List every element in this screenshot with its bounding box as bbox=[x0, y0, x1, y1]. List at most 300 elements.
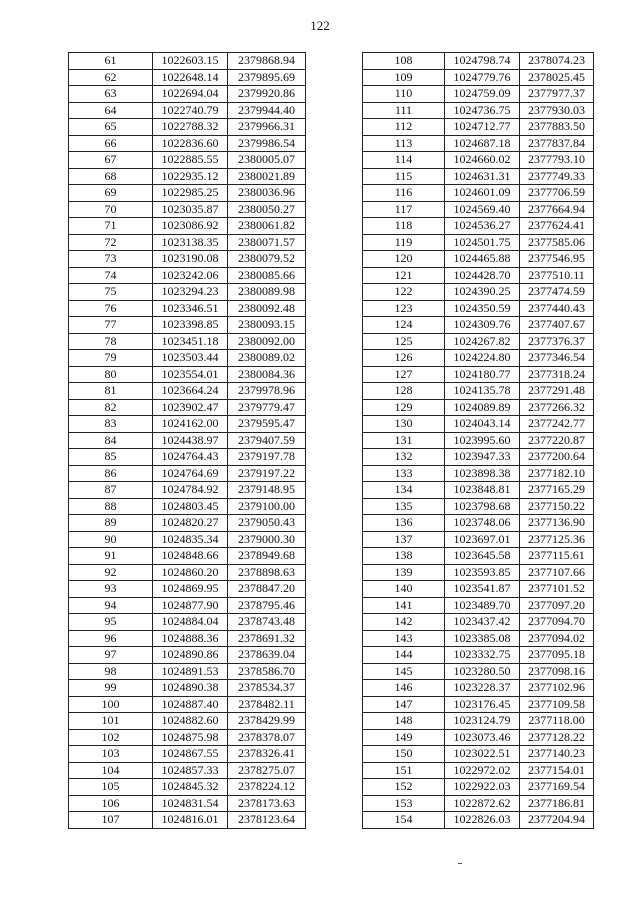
y-coordinate-cell: 2377793.10 bbox=[520, 152, 594, 169]
point-number-cell: 65 bbox=[69, 119, 153, 136]
point-number-cell: 135 bbox=[363, 498, 445, 515]
point-number-cell: 64 bbox=[69, 102, 153, 119]
y-coordinate-cell: 2379986.54 bbox=[228, 135, 306, 152]
y-coordinate-cell: 2377095.18 bbox=[520, 647, 594, 664]
point-number-cell: 134 bbox=[363, 482, 445, 499]
x-coordinate-cell: 1022694.04 bbox=[153, 86, 228, 103]
point-number-cell: 154 bbox=[363, 812, 445, 829]
table-row bbox=[69, 762, 306, 779]
point-number-cell: 62 bbox=[69, 69, 153, 86]
point-number-cell: 128 bbox=[363, 383, 445, 400]
y-coordinate-cell: 2379978.96 bbox=[228, 383, 306, 400]
point-number-cell: 118 bbox=[363, 218, 445, 235]
table-row bbox=[69, 135, 306, 152]
point-number-cell: 148 bbox=[363, 713, 445, 730]
table-row bbox=[69, 234, 306, 251]
y-coordinate-cell: 2377186.81 bbox=[520, 795, 594, 812]
table-row bbox=[69, 779, 306, 796]
y-coordinate-cell: 2379148.95 bbox=[228, 482, 306, 499]
y-coordinate-cell: 2377376.37 bbox=[520, 333, 594, 350]
y-coordinate-cell: 2378482.11 bbox=[228, 696, 306, 713]
point-number-cell: 124 bbox=[363, 317, 445, 334]
table-row bbox=[363, 465, 594, 482]
x-coordinate-cell: 1022872.62 bbox=[445, 795, 520, 812]
x-coordinate-cell: 1024465.88 bbox=[445, 251, 520, 268]
table-row bbox=[363, 185, 594, 202]
y-coordinate-cell: 2378429.99 bbox=[228, 713, 306, 730]
y-coordinate-cell: 2379100.00 bbox=[228, 498, 306, 515]
x-coordinate-cell: 1022740.79 bbox=[153, 102, 228, 119]
point-number-cell: 92 bbox=[69, 564, 153, 581]
x-coordinate-cell: 1023489.70 bbox=[445, 597, 520, 614]
x-coordinate-cell: 1022972.02 bbox=[445, 762, 520, 779]
table-row bbox=[363, 300, 594, 317]
x-coordinate-cell: 1024867.55 bbox=[153, 746, 228, 763]
table-row bbox=[363, 680, 594, 697]
x-coordinate-cell: 1022922.03 bbox=[445, 779, 520, 796]
point-number-cell: 72 bbox=[69, 234, 153, 251]
table-row bbox=[363, 564, 594, 581]
x-coordinate-cell: 1023848.81 bbox=[445, 482, 520, 499]
table-row bbox=[69, 498, 306, 515]
x-coordinate-cell: 1024848.66 bbox=[153, 548, 228, 565]
x-coordinate-cell: 1023398.85 bbox=[153, 317, 228, 334]
point-number-cell: 127 bbox=[363, 366, 445, 383]
y-coordinate-cell: 2377407.67 bbox=[520, 317, 594, 334]
table-row bbox=[69, 548, 306, 565]
x-coordinate-cell: 1024887.40 bbox=[153, 696, 228, 713]
point-number-cell: 129 bbox=[363, 399, 445, 416]
table-row bbox=[69, 53, 306, 70]
point-number-cell: 81 bbox=[69, 383, 153, 400]
table-row bbox=[363, 515, 594, 532]
table-row bbox=[69, 564, 306, 581]
table-row bbox=[69, 630, 306, 647]
x-coordinate-cell: 1024089.89 bbox=[445, 399, 520, 416]
point-number-cell: 140 bbox=[363, 581, 445, 598]
x-coordinate-cell: 1024438.97 bbox=[153, 432, 228, 449]
point-number-cell: 75 bbox=[69, 284, 153, 301]
x-coordinate-cell: 1024869.95 bbox=[153, 581, 228, 598]
point-number-cell: 85 bbox=[69, 449, 153, 466]
point-number-cell: 142 bbox=[363, 614, 445, 631]
point-number-cell: 146 bbox=[363, 680, 445, 697]
point-number-cell: 63 bbox=[69, 86, 153, 103]
point-number-cell: 101 bbox=[69, 713, 153, 730]
table-row bbox=[69, 366, 306, 383]
x-coordinate-cell: 1024820.27 bbox=[153, 515, 228, 532]
x-coordinate-cell: 1024759.09 bbox=[445, 86, 520, 103]
y-coordinate-cell: 2380071.57 bbox=[228, 234, 306, 251]
table-row bbox=[363, 614, 594, 631]
page-number: 122 bbox=[310, 18, 330, 33]
point-number-cell: 150 bbox=[363, 746, 445, 763]
point-number-cell: 67 bbox=[69, 152, 153, 169]
table-row bbox=[363, 102, 594, 119]
table-row bbox=[363, 647, 594, 664]
table-row bbox=[363, 69, 594, 86]
table-row bbox=[69, 350, 306, 367]
point-number-cell: 152 bbox=[363, 779, 445, 796]
x-coordinate-cell: 1023138.35 bbox=[153, 234, 228, 251]
table-row bbox=[69, 102, 306, 119]
table-row bbox=[363, 317, 594, 334]
x-coordinate-cell: 1022885.55 bbox=[153, 152, 228, 169]
table-row bbox=[69, 515, 306, 532]
y-coordinate-cell: 2379197.22 bbox=[228, 465, 306, 482]
point-number-cell: 139 bbox=[363, 564, 445, 581]
table-row bbox=[69, 465, 306, 482]
point-number-cell: 117 bbox=[363, 201, 445, 218]
x-coordinate-cell: 1022826.03 bbox=[445, 812, 520, 829]
point-number-cell: 78 bbox=[69, 333, 153, 350]
y-coordinate-cell: 2378378.07 bbox=[228, 729, 306, 746]
y-coordinate-cell: 2377107.66 bbox=[520, 564, 594, 581]
y-coordinate-cell: 2377140.23 bbox=[520, 746, 594, 763]
y-coordinate-cell: 2378534.37 bbox=[228, 680, 306, 697]
y-coordinate-cell: 2377291.48 bbox=[520, 383, 594, 400]
table-row bbox=[69, 416, 306, 433]
table-row bbox=[69, 729, 306, 746]
x-coordinate-cell: 1023947.33 bbox=[445, 449, 520, 466]
y-coordinate-cell: 2377706.59 bbox=[520, 185, 594, 202]
point-number-cell: 121 bbox=[363, 267, 445, 284]
x-coordinate-cell: 1024798.74 bbox=[445, 53, 520, 70]
point-number-cell: 93 bbox=[69, 581, 153, 598]
y-coordinate-cell: 2378639.04 bbox=[228, 647, 306, 664]
point-number-cell: 114 bbox=[363, 152, 445, 169]
x-coordinate-cell: 1023541.87 bbox=[445, 581, 520, 598]
table-row bbox=[69, 119, 306, 136]
y-coordinate-cell: 2377318.24 bbox=[520, 366, 594, 383]
x-coordinate-cell: 1024601.09 bbox=[445, 185, 520, 202]
y-coordinate-cell: 2377118.00 bbox=[520, 713, 594, 730]
point-number-cell: 143 bbox=[363, 630, 445, 647]
point-number-cell: 100 bbox=[69, 696, 153, 713]
x-coordinate-cell: 1024043.14 bbox=[445, 416, 520, 433]
table-row bbox=[363, 531, 594, 548]
point-number-cell: 91 bbox=[69, 548, 153, 565]
table-row bbox=[363, 449, 594, 466]
y-coordinate-cell: 2377094.02 bbox=[520, 630, 594, 647]
y-coordinate-cell: 2377664.94 bbox=[520, 201, 594, 218]
point-number-cell: 106 bbox=[69, 795, 153, 812]
table-row bbox=[69, 399, 306, 416]
point-number-cell: 123 bbox=[363, 300, 445, 317]
x-coordinate-cell: 1024180.77 bbox=[445, 366, 520, 383]
table-row bbox=[69, 597, 306, 614]
y-coordinate-cell: 2380093.15 bbox=[228, 317, 306, 334]
table-row bbox=[69, 713, 306, 730]
y-coordinate-cell: 2377242.77 bbox=[520, 416, 594, 433]
y-coordinate-cell: 2380092.48 bbox=[228, 300, 306, 317]
x-coordinate-cell: 1022836.60 bbox=[153, 135, 228, 152]
point-number-cell: 68 bbox=[69, 168, 153, 185]
point-number-cell: 70 bbox=[69, 201, 153, 218]
y-coordinate-cell: 2377930.03 bbox=[520, 102, 594, 119]
table-row bbox=[69, 86, 306, 103]
table-row bbox=[69, 663, 306, 680]
y-coordinate-cell: 2377200.64 bbox=[520, 449, 594, 466]
y-coordinate-cell: 2377169.54 bbox=[520, 779, 594, 796]
coordinates-table-right bbox=[362, 52, 594, 829]
y-coordinate-cell: 2380061.82 bbox=[228, 218, 306, 235]
y-coordinate-cell: 2377150.22 bbox=[520, 498, 594, 515]
y-coordinate-cell: 2378847.20 bbox=[228, 581, 306, 598]
table-row bbox=[363, 218, 594, 235]
y-coordinate-cell: 2380036.96 bbox=[228, 185, 306, 202]
y-coordinate-cell: 2380089.98 bbox=[228, 284, 306, 301]
table-row bbox=[69, 168, 306, 185]
y-coordinate-cell: 2378743.48 bbox=[228, 614, 306, 631]
y-coordinate-cell: 2377749.33 bbox=[520, 168, 594, 185]
y-coordinate-cell: 2379779.47 bbox=[228, 399, 306, 416]
point-number-cell: 110 bbox=[363, 86, 445, 103]
table-row bbox=[363, 581, 594, 598]
y-coordinate-cell: 2378025.45 bbox=[520, 69, 594, 86]
x-coordinate-cell: 1023748.06 bbox=[445, 515, 520, 532]
y-coordinate-cell: 2379050.43 bbox=[228, 515, 306, 532]
x-coordinate-cell: 1024857.33 bbox=[153, 762, 228, 779]
point-number-cell: 115 bbox=[363, 168, 445, 185]
y-coordinate-cell: 2377883.50 bbox=[520, 119, 594, 136]
table-row bbox=[363, 746, 594, 763]
table-row bbox=[69, 531, 306, 548]
table-row bbox=[69, 218, 306, 235]
y-coordinate-cell: 2377101.52 bbox=[520, 581, 594, 598]
point-number-cell: 120 bbox=[363, 251, 445, 268]
x-coordinate-cell: 1024135.78 bbox=[445, 383, 520, 400]
table-row bbox=[69, 251, 306, 268]
table-row bbox=[69, 383, 306, 400]
y-coordinate-cell: 2379197.78 bbox=[228, 449, 306, 466]
point-number-cell: 89 bbox=[69, 515, 153, 532]
point-number-cell: 147 bbox=[363, 696, 445, 713]
y-coordinate-cell: 2380005.07 bbox=[228, 152, 306, 169]
point-number-cell: 86 bbox=[69, 465, 153, 482]
point-number-cell: 98 bbox=[69, 663, 153, 680]
point-number-cell: 126 bbox=[363, 350, 445, 367]
table-row bbox=[69, 267, 306, 284]
x-coordinate-cell: 1024309.76 bbox=[445, 317, 520, 334]
point-number-cell: 131 bbox=[363, 432, 445, 449]
point-number-cell: 69 bbox=[69, 185, 153, 202]
x-coordinate-cell: 1024882.60 bbox=[153, 713, 228, 730]
table-row bbox=[363, 630, 594, 647]
table-row bbox=[363, 333, 594, 350]
y-coordinate-cell: 2377624.41 bbox=[520, 218, 594, 235]
point-number-cell: 74 bbox=[69, 267, 153, 284]
point-number-cell: 108 bbox=[363, 53, 445, 70]
table-row bbox=[363, 201, 594, 218]
table-row bbox=[69, 432, 306, 449]
y-coordinate-cell: 2377182.10 bbox=[520, 465, 594, 482]
y-coordinate-cell: 2379868.94 bbox=[228, 53, 306, 70]
y-coordinate-cell: 2377510.11 bbox=[520, 267, 594, 284]
y-coordinate-cell: 2380084.36 bbox=[228, 366, 306, 383]
x-coordinate-cell: 1023124.79 bbox=[445, 713, 520, 730]
table-row bbox=[363, 53, 594, 70]
point-number-cell: 112 bbox=[363, 119, 445, 136]
x-coordinate-cell: 1023022.51 bbox=[445, 746, 520, 763]
y-coordinate-cell: 2377474.59 bbox=[520, 284, 594, 301]
x-coordinate-cell: 1023503.44 bbox=[153, 350, 228, 367]
x-coordinate-cell: 1023664.24 bbox=[153, 383, 228, 400]
x-coordinate-cell: 1024884.04 bbox=[153, 614, 228, 631]
x-coordinate-cell: 1024831.54 bbox=[153, 795, 228, 812]
y-coordinate-cell: 2377837.84 bbox=[520, 135, 594, 152]
y-coordinate-cell: 2379000.30 bbox=[228, 531, 306, 548]
y-coordinate-cell: 2377097.20 bbox=[520, 597, 594, 614]
x-coordinate-cell: 1023902.47 bbox=[153, 399, 228, 416]
table-row bbox=[69, 300, 306, 317]
y-coordinate-cell: 2377977.37 bbox=[520, 86, 594, 103]
y-coordinate-cell: 2377346.54 bbox=[520, 350, 594, 367]
point-number-cell: 99 bbox=[69, 680, 153, 697]
table-row bbox=[363, 482, 594, 499]
x-coordinate-cell: 1024888.36 bbox=[153, 630, 228, 647]
x-coordinate-cell: 1024631.31 bbox=[445, 168, 520, 185]
table-row bbox=[69, 812, 306, 829]
table-row bbox=[69, 284, 306, 301]
y-coordinate-cell: 2377102.96 bbox=[520, 680, 594, 697]
x-coordinate-cell: 1024877.90 bbox=[153, 597, 228, 614]
y-coordinate-cell: 2377136.90 bbox=[520, 515, 594, 532]
y-coordinate-cell: 2380089.02 bbox=[228, 350, 306, 367]
x-coordinate-cell: 1023190.08 bbox=[153, 251, 228, 268]
x-coordinate-cell: 1024428.70 bbox=[445, 267, 520, 284]
y-coordinate-cell: 2379895.69 bbox=[228, 69, 306, 86]
table-row bbox=[69, 581, 306, 598]
table-row bbox=[69, 696, 306, 713]
y-coordinate-cell: 2377440.43 bbox=[520, 300, 594, 317]
point-number-cell: 122 bbox=[363, 284, 445, 301]
table-row bbox=[363, 383, 594, 400]
y-coordinate-cell: 2377165.29 bbox=[520, 482, 594, 499]
point-number-cell: 83 bbox=[69, 416, 153, 433]
y-coordinate-cell: 2380050.27 bbox=[228, 201, 306, 218]
y-coordinate-cell: 2380079.52 bbox=[228, 251, 306, 268]
x-coordinate-cell: 1023645.58 bbox=[445, 548, 520, 565]
point-number-cell: 105 bbox=[69, 779, 153, 796]
point-number-cell: 104 bbox=[69, 762, 153, 779]
table-row bbox=[363, 366, 594, 383]
table-row bbox=[69, 201, 306, 218]
coordinates-table-left bbox=[68, 52, 306, 829]
point-number-cell: 151 bbox=[363, 762, 445, 779]
y-coordinate-cell: 2378949.68 bbox=[228, 548, 306, 565]
table-row bbox=[363, 399, 594, 416]
point-number-cell: 88 bbox=[69, 498, 153, 515]
x-coordinate-cell: 1022788.32 bbox=[153, 119, 228, 136]
table-row bbox=[363, 119, 594, 136]
table-row bbox=[363, 663, 594, 680]
point-number-cell: 149 bbox=[363, 729, 445, 746]
y-coordinate-cell: 2377094.70 bbox=[520, 614, 594, 631]
table-row bbox=[69, 69, 306, 86]
point-number-cell: 116 bbox=[363, 185, 445, 202]
table-row bbox=[363, 86, 594, 103]
y-coordinate-cell: 2379595.47 bbox=[228, 416, 306, 433]
table-row bbox=[69, 333, 306, 350]
x-coordinate-cell: 1023086.92 bbox=[153, 218, 228, 235]
x-coordinate-cell: 1023332.75 bbox=[445, 647, 520, 664]
point-number-cell: 125 bbox=[363, 333, 445, 350]
table-row bbox=[363, 779, 594, 796]
x-coordinate-cell: 1023898.38 bbox=[445, 465, 520, 482]
y-coordinate-cell: 2377128.22 bbox=[520, 729, 594, 746]
y-coordinate-cell: 2378123.64 bbox=[228, 812, 306, 829]
x-coordinate-cell: 1023294.23 bbox=[153, 284, 228, 301]
x-coordinate-cell: 1023697.01 bbox=[445, 531, 520, 548]
table-row bbox=[69, 482, 306, 499]
y-coordinate-cell: 2379407.59 bbox=[228, 432, 306, 449]
x-coordinate-cell: 1022603.15 bbox=[153, 53, 228, 70]
table-row bbox=[363, 284, 594, 301]
point-number-cell: 153 bbox=[363, 795, 445, 812]
x-coordinate-cell: 1024803.45 bbox=[153, 498, 228, 515]
table-row bbox=[363, 251, 594, 268]
point-number-cell: 80 bbox=[69, 366, 153, 383]
point-number-cell: 141 bbox=[363, 597, 445, 614]
x-coordinate-cell: 1024764.43 bbox=[153, 449, 228, 466]
point-number-cell: 95 bbox=[69, 614, 153, 631]
x-coordinate-cell: 1024736.75 bbox=[445, 102, 520, 119]
point-number-cell: 79 bbox=[69, 350, 153, 367]
y-coordinate-cell: 2378898.63 bbox=[228, 564, 306, 581]
x-coordinate-cell: 1023346.51 bbox=[153, 300, 228, 317]
y-coordinate-cell: 2380021.89 bbox=[228, 168, 306, 185]
point-number-cell: 107 bbox=[69, 812, 153, 829]
table-row bbox=[363, 350, 594, 367]
x-coordinate-cell: 1022648.14 bbox=[153, 69, 228, 86]
x-coordinate-cell: 1022985.25 bbox=[153, 185, 228, 202]
point-number-cell: 96 bbox=[69, 630, 153, 647]
y-coordinate-cell: 2378224.12 bbox=[228, 779, 306, 796]
x-coordinate-cell: 1024267.82 bbox=[445, 333, 520, 350]
x-coordinate-cell: 1024835.34 bbox=[153, 531, 228, 548]
x-coordinate-cell: 1023035.87 bbox=[153, 201, 228, 218]
y-coordinate-cell: 2377154.01 bbox=[520, 762, 594, 779]
y-coordinate-cell: 2377125.36 bbox=[520, 531, 594, 548]
point-number-cell: 87 bbox=[69, 482, 153, 499]
table-row bbox=[69, 647, 306, 664]
x-coordinate-cell: 1024162.00 bbox=[153, 416, 228, 433]
y-coordinate-cell: 2377585.06 bbox=[520, 234, 594, 251]
x-coordinate-cell: 1023073.46 bbox=[445, 729, 520, 746]
point-number-cell: 97 bbox=[69, 647, 153, 664]
x-coordinate-cell: 1024224.80 bbox=[445, 350, 520, 367]
y-coordinate-cell: 2377109.58 bbox=[520, 696, 594, 713]
point-number-cell: 109 bbox=[363, 69, 445, 86]
point-number-cell: 77 bbox=[69, 317, 153, 334]
table-row bbox=[363, 432, 594, 449]
point-number-cell: 119 bbox=[363, 234, 445, 251]
x-coordinate-cell: 1024536.27 bbox=[445, 218, 520, 235]
point-number-cell: 138 bbox=[363, 548, 445, 565]
point-number-cell: 103 bbox=[69, 746, 153, 763]
point-number-cell: 132 bbox=[363, 449, 445, 466]
table-row bbox=[363, 234, 594, 251]
y-coordinate-cell: 2377204.94 bbox=[520, 812, 594, 829]
y-coordinate-cell: 2379920.86 bbox=[228, 86, 306, 103]
y-coordinate-cell: 2380085.66 bbox=[228, 267, 306, 284]
point-number-cell: 82 bbox=[69, 399, 153, 416]
table-row bbox=[363, 498, 594, 515]
point-number-cell: 113 bbox=[363, 135, 445, 152]
y-coordinate-cell: 2377546.95 bbox=[520, 251, 594, 268]
table-row bbox=[363, 135, 594, 152]
